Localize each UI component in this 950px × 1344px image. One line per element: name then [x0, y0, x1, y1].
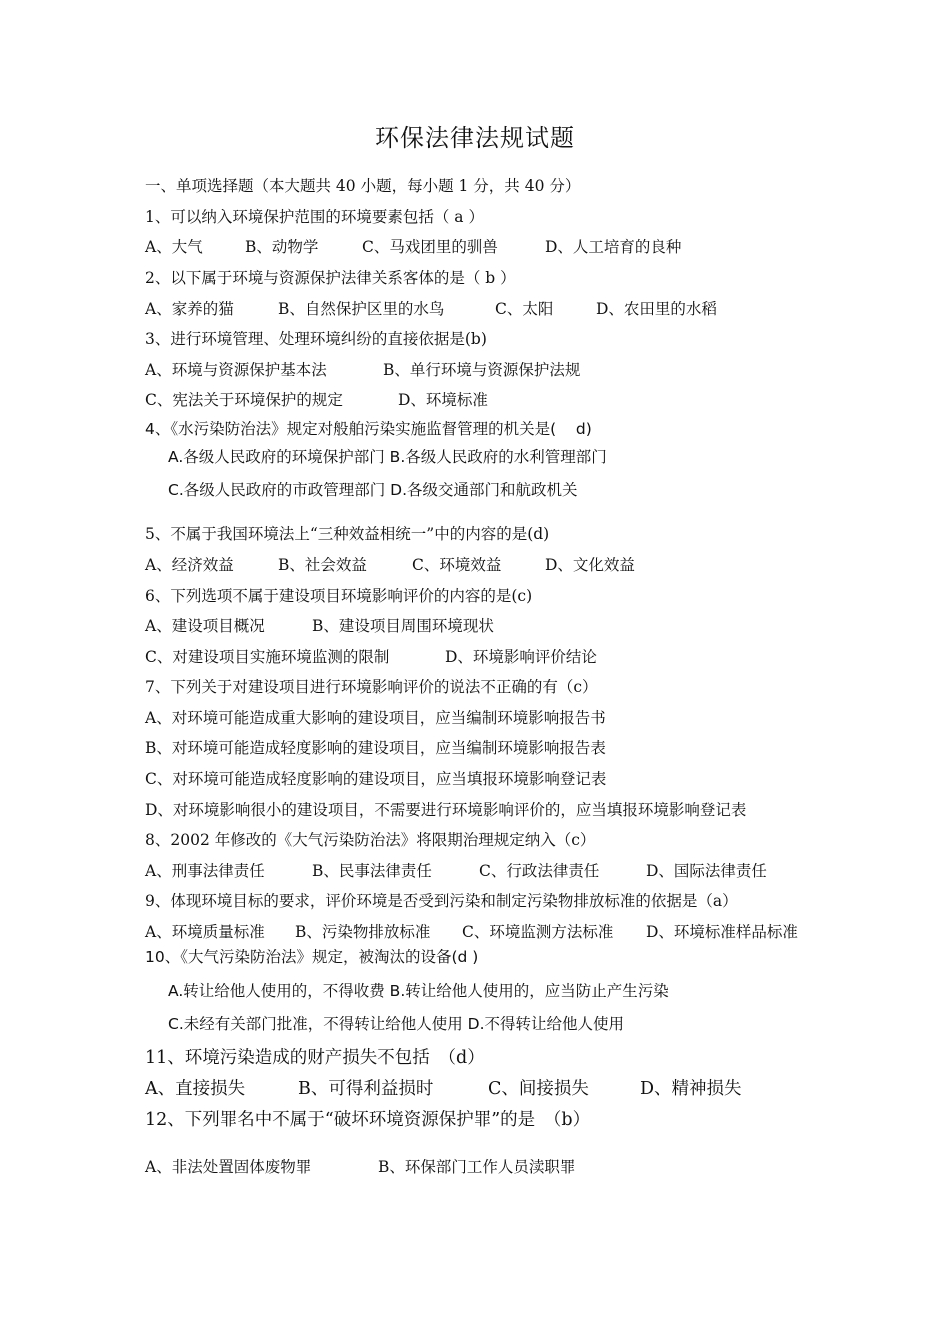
q1-option-c: C、马戏团里的驯兽: [362, 238, 498, 256]
q9-option-b: B、污染物排放标准: [295, 923, 431, 941]
q11-option-c: C、间接损失: [488, 1079, 589, 1099]
q9-option-c: C、环境监测方法标准: [462, 923, 614, 941]
question-10: 10、《大气污染防治法》规定，被淘汰的设备(d ): [145, 948, 479, 966]
q3-option-c: C、宪法关于环境保护的规定: [145, 391, 343, 409]
q5-option-a: A、经济效益: [145, 556, 234, 574]
q3-option-d: D、环境标准: [398, 391, 488, 409]
q6-option-a: A、建设项目概况: [145, 617, 265, 635]
q4-options-ab: A.各级人民政府的环境保护部门 B.各级人民政府的水利管理部门: [168, 448, 607, 466]
question-9: 9、体现环境目标的要求，评价环境是否受到污染和制定污染物排放标准的依据是（a）: [145, 892, 738, 910]
q2-option-a: A、家养的猫: [145, 300, 234, 318]
question-5: 5、不属于我国环境法上“三种效益相统一”中的内容的是(d): [145, 525, 550, 543]
q9-option-d: D、环境标准样品标准: [646, 923, 798, 941]
q7-option-a: A、对环境可能造成重大影响的建设项目，应当编制环境影响报告书: [145, 709, 606, 727]
q4-options-cd: C.各级人民政府的市政管理部门 D.各级交通部门和航政机关: [168, 481, 578, 499]
question-2: 2、以下属于环境与资源保护法律关系客体的是（ b ）: [145, 269, 516, 287]
q6-option-d: D、环境影响评价结论: [445, 648, 597, 666]
q8-option-d: D、国际法律责任: [646, 862, 767, 880]
q2-option-b: B、自然保护区里的水鸟: [278, 300, 445, 318]
question-12: 12、下列罪名中不属于“破坏环境资源保护罪”的是 （b）: [145, 1110, 591, 1130]
q11-option-a: A、直接损失: [145, 1079, 246, 1099]
q1-option-d: D、人工培育的良种: [545, 238, 682, 256]
q2-option-c: C、太阳: [495, 300, 554, 318]
q10-options-cd: C.未经有关部门批准，不得转让给他人使用 D.不得转让给他人使用: [168, 1015, 625, 1033]
q5-option-c: C、环境效益: [412, 556, 502, 574]
q11-option-b: B、可得利益损时: [298, 1079, 434, 1099]
q3-option-b: B、单行环境与资源保护法规: [383, 361, 581, 379]
q7-option-c: C、对环境可能造成轻度影响的建设项目，应当填报环境影响登记表: [145, 770, 607, 788]
page-title: 环保法律法规试题: [375, 124, 575, 152]
q2-option-d: D、农田里的水稻: [596, 300, 717, 318]
q11-option-d: D、精神损失: [640, 1079, 742, 1099]
question-7: 7、下列关于对建设项目进行环境影响评价的说法不正确的有（c）: [145, 678, 598, 696]
q5-option-b: B、社会效益: [278, 556, 367, 574]
question-3: 3、进行环境管理、处理环境纠纷的直接依据是(b): [145, 330, 487, 348]
q12-option-a: A、非法处置固体废物罪: [145, 1158, 312, 1176]
q8-option-b: B、民事法律责任: [312, 862, 432, 880]
q6-option-b: B、建设项目周围环境现状: [312, 617, 494, 635]
q1-option-b: B、动物学: [245, 238, 319, 256]
q8-option-a: A、刑事法律责任: [145, 862, 265, 880]
q8-option-c: C、行政法律责任: [479, 862, 600, 880]
q6-option-c: C、对建设项目实施环境监测的限制: [145, 648, 390, 666]
question-6: 6、下列选项不属于建设项目环境影响评价的内容的是(c): [145, 587, 533, 605]
q7-option-b: B、对环境可能造成轻度影响的建设项目，应当编制环境影响报告表: [145, 739, 606, 757]
question-4: 4、《水污染防治法》规定对般舶污染实施监督管理的机关是( d): [145, 420, 592, 438]
q3-option-a: A、环境与资源保护基本法: [145, 361, 327, 379]
q10-options-ab: A.转让给他人使用的，不得收费 B.转让给他人使用的，应当防止产生污染: [168, 982, 669, 1000]
q12-option-b: B、环保部门工作人员渎职罪: [378, 1158, 576, 1176]
q9-option-a: A、环境质量标准: [145, 923, 265, 941]
section-heading: 一、单项选择题（本大题共 40 小题，每小题 1 分，共 40 分）: [145, 177, 581, 195]
q7-option-d: D、对环境影响很小的建设项目，不需要进行环境影响评价的，应当填报环境影响登记表: [145, 801, 747, 819]
question-11: 11、环境污染造成的财产损失不包括 （d）: [145, 1048, 485, 1068]
q1-option-a: A、大气: [145, 238, 203, 256]
q5-option-d: D、文化效益: [545, 556, 635, 574]
question-1: 1、可以纳入环境保护范围的环境要素包括（ a ）: [145, 208, 484, 226]
question-8: 8、2002 年修改的《大气污染防治法》将限期治理规定纳入（c）: [145, 831, 596, 849]
